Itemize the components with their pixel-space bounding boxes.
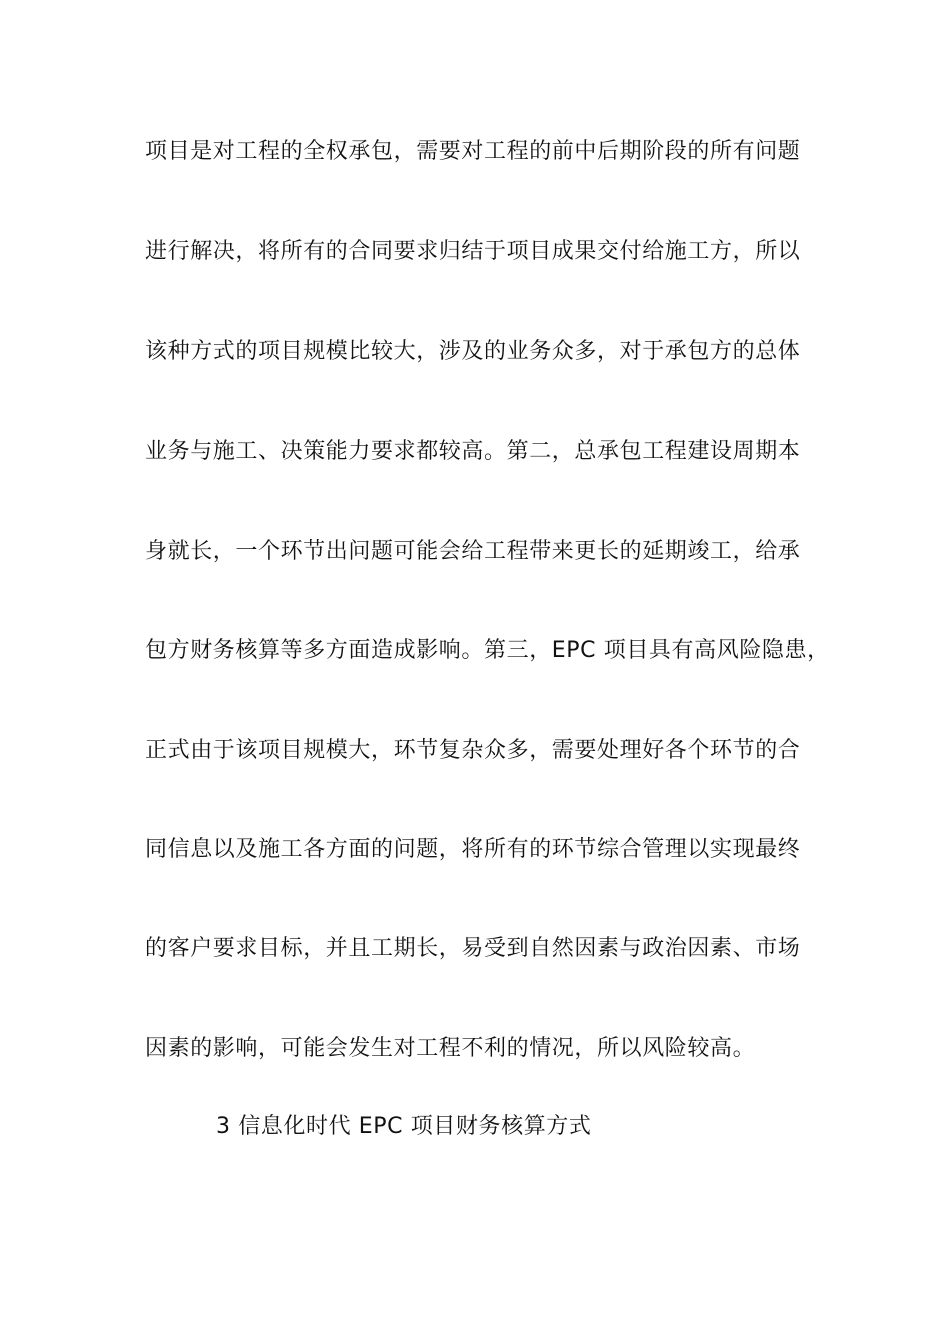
body-text-line: 的客户要求目标，并且工期长，易受到自然因素与政治因素、市场 — [145, 936, 801, 961]
body-text-line: 项目是对工程的全权承包，需要对工程的前中后期阶段的所有问题 — [145, 139, 801, 164]
body-text-line: 包方财务核算等多方面造成影响。第三，EPC 项目具有高风险隐患， — [145, 638, 830, 663]
body-text-line: 进行解决，将所有的合同要求归结于项目成果交付给施工方，所以 — [145, 239, 801, 264]
body-text-line: 该种方式的项目规模比较大，涉及的业务众多，对于承包方的总体 — [145, 339, 801, 364]
body-text-line: 业务与施工、决策能力要求都较高。第二，总承包工程建设周期本 — [145, 439, 801, 464]
body-text-line: 身就长，一个环节出问题可能会给工程带来更长的延期竣工，给承 — [145, 539, 801, 564]
section-heading: 3 信息化时代 EPC 项目财务核算方式 — [216, 1114, 592, 1139]
body-text-line: 正式由于该项目规模大，环节复杂众多，需要处理好各个环节的合 — [145, 738, 801, 763]
body-text-line: 因素的影响，可能会发生对工程不利的情况，所以风险较高。 — [145, 1036, 756, 1061]
body-text-line: 同信息以及施工各方面的问题，将所有的环节综合管理以实现最终 — [145, 837, 801, 862]
